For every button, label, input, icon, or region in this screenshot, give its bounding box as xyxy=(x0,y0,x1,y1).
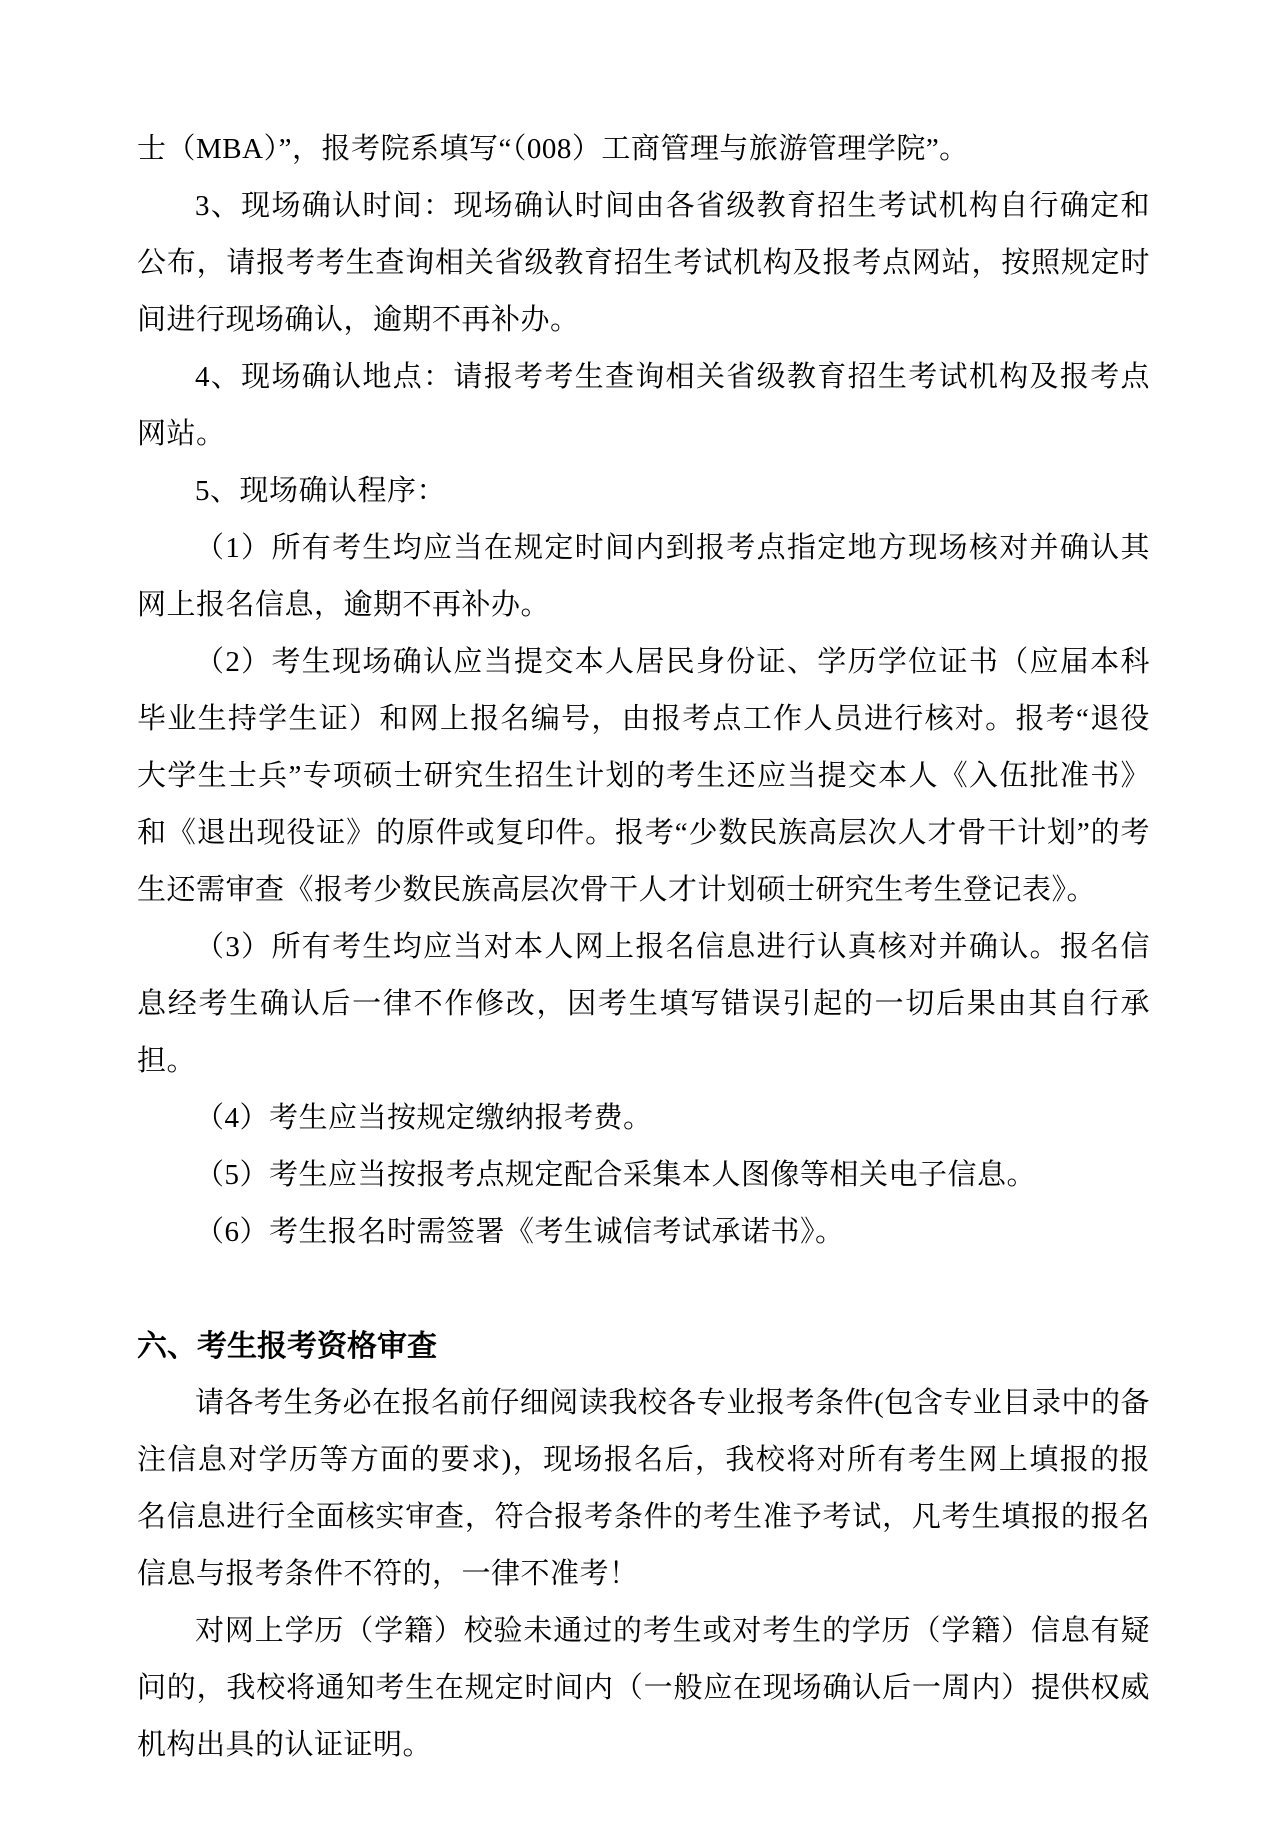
paragraph-3-confirm-time: 3、现场确认时间：现场确认时间由各省级教育招生考试机构自行确定和公布，请报考考生查询相关省级教育招生考试机构及报考点网站，按照规定时间进行现场确认，逾期不再补办。 xyxy=(137,190,1150,336)
paragraph-eligibility-review: 请各考生务必在报名前仔细阅读我校各专业报考条件(包含专业目录中的备注信息对学历等方面的要求)，现场报名后，我校将对所有考生网上填报的报名信息进行全面核实审查，符合报考条件的考生准予考试，凡考生填报的报名信息与报考条件不符的，一律不准考！ xyxy=(137,1387,1150,1590)
paragraph-5-item-3: （3）所有考生均应当对本人网上报名信息进行认真核对并确认。报名信息经考生确认后一律不作修改，因考生填写错误引起的一切后果由其自行承担。 xyxy=(137,931,1150,1077)
paragraph-5-confirm-procedure: 5、现场确认程序： xyxy=(195,475,447,507)
paragraph-4-confirm-location: 4、现场确认地点：请报考考生查询相关省级教育招生考试机构及报考点网站。 xyxy=(137,361,1150,450)
paragraph-5-item-4: （4）考生应当按规定缴纳报考费。 xyxy=(195,1102,653,1134)
paragraph-5-item-5: （5）考生应当按报考点规定配合采集本人图像等相关电子信息。 xyxy=(195,1159,1037,1191)
paragraph-5-item-6: （6）考生报名时需签署《考生诚信考试承诺书》。 xyxy=(195,1216,845,1248)
paragraph-5-item-2: （2）考生现场确认应当提交本人居民身份证、学历学位证书（应届本科毕业生持学生证）和网上报名编号，由报考点工作人员进行核对。报考“退役大学生士兵”专项硕士研究生招生计划的考生还应当提交本人《入伍批准书》和《退出现役证》的原件或复印件。报考“少数民族高层次人才骨干计划”的考生还需审查《报考少数民族高层次骨干人才计划硕士研究生考生登记表》。 xyxy=(137,646,1150,906)
paragraph-5-item-1: （1）所有考生均应当在规定时间内到报考点指定地方现场核对并确认其网上报名信息，逾期不再补办。 xyxy=(137,532,1150,621)
paragraph-mba-continuation: 士（MBA）”，报考院系填写“（008）工商管理与旅游管理学院”。 xyxy=(137,133,969,165)
section-heading-6-eligibility-review: 六、考生报考资格审查 xyxy=(137,1330,437,1363)
paragraph-credential-verification: 对网上学历（学籍）校验未通过的考生或对考生的学历（学籍）信息有疑问的，我校将通知考生在规定时间内（一般应在现场确认后一周内）提供权威机构出具的认证证明。 xyxy=(137,1615,1150,1761)
